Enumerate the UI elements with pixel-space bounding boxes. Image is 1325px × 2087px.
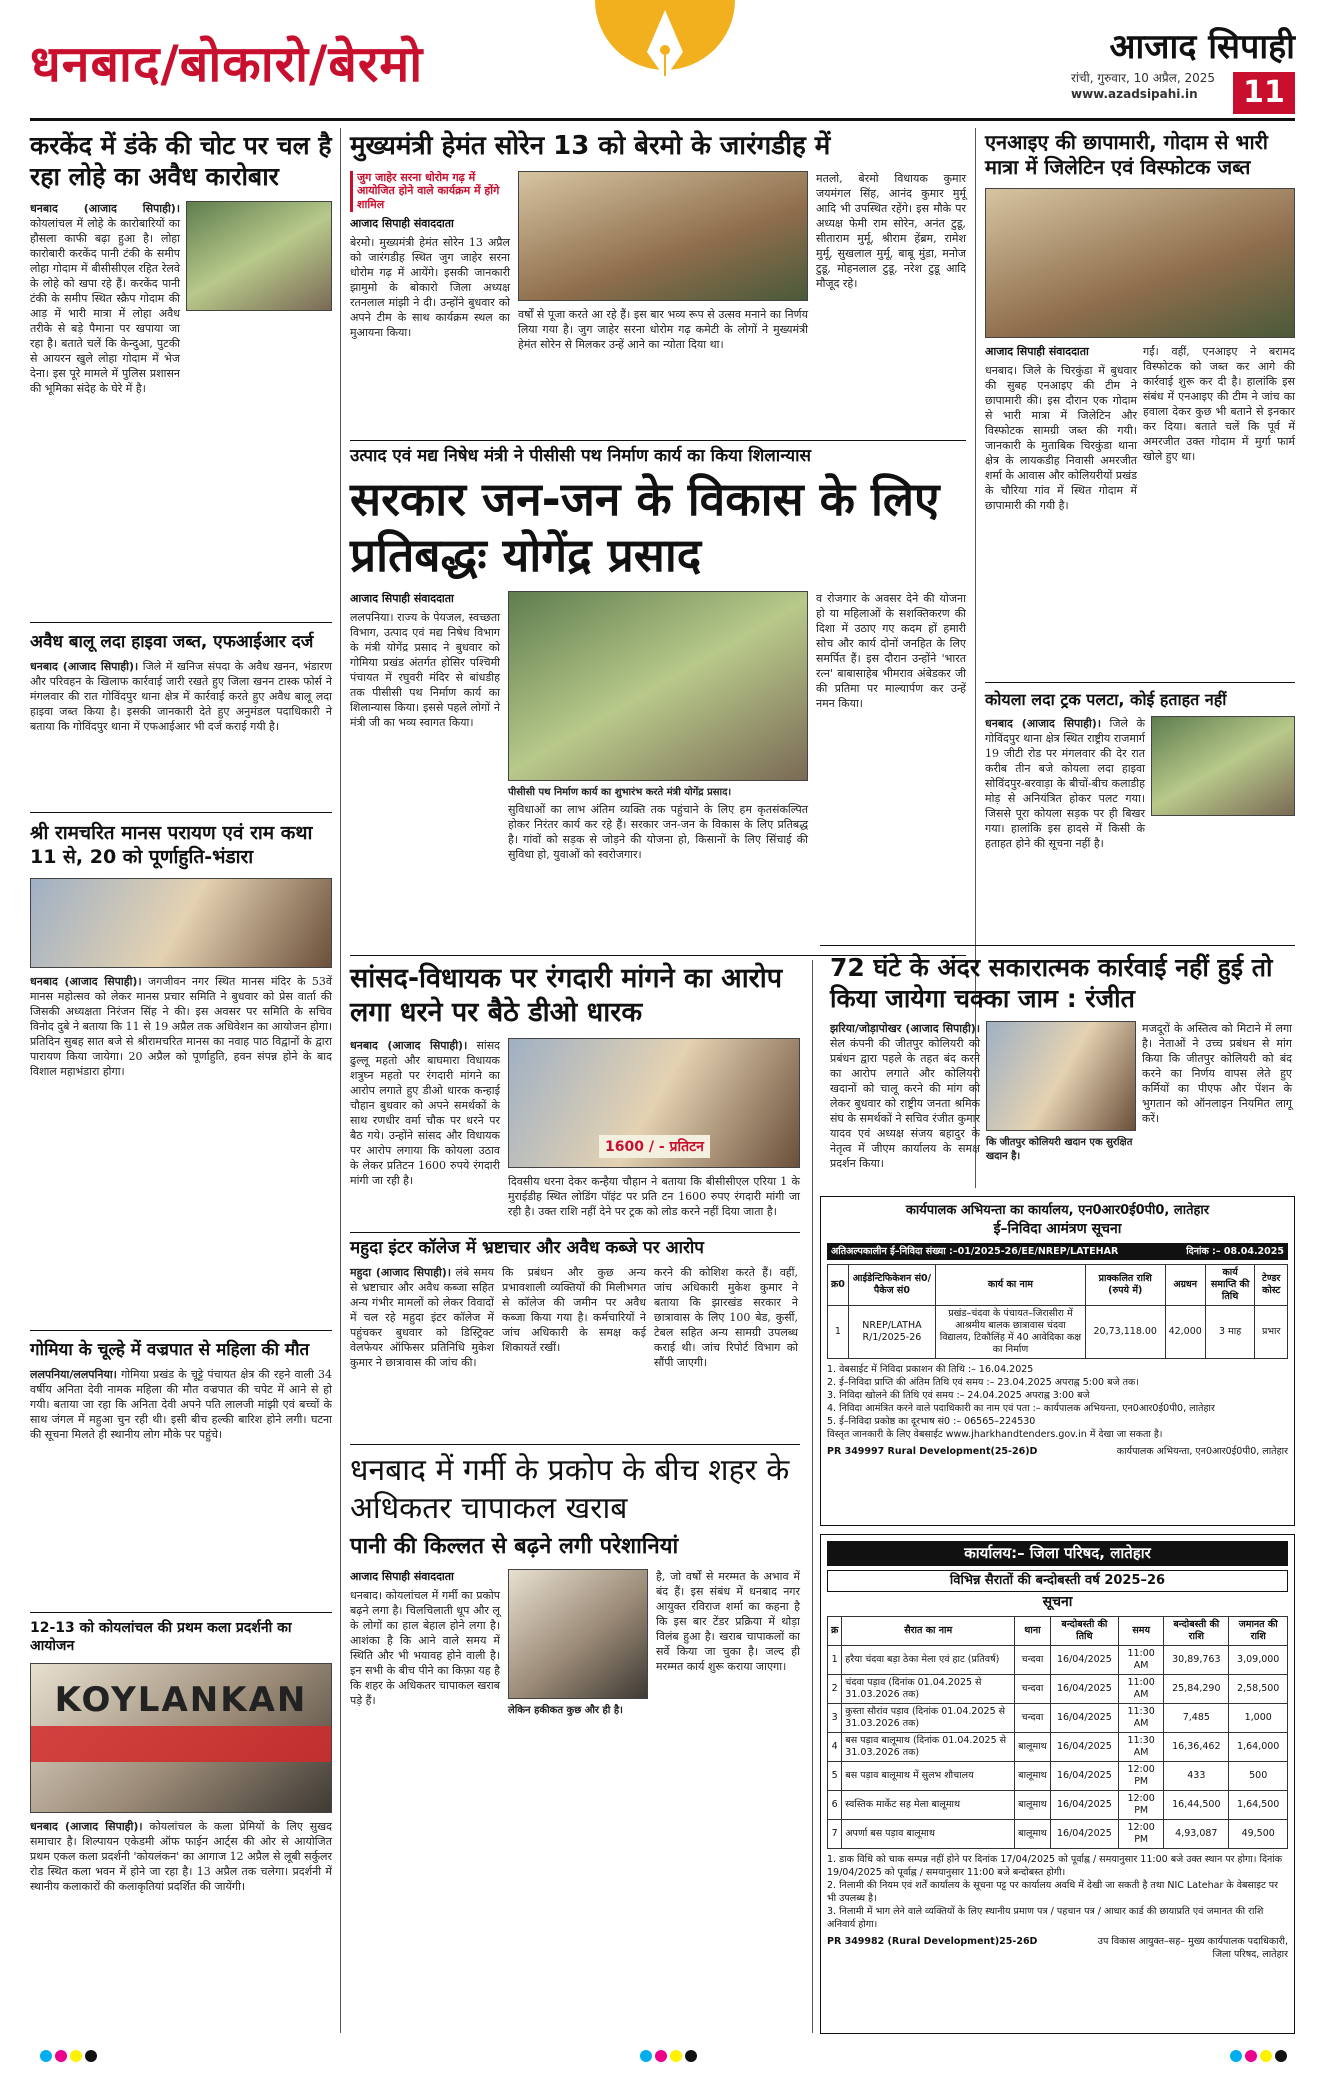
tender-signer: उप विकास आयुक्त–सह– मुख्य कार्यपालक पदाधिकारी, जिला परिषद, लातेहार xyxy=(1097,1935,1288,1960)
header-cell: समय xyxy=(1119,1616,1164,1645)
table-cell: 1,64,500 xyxy=(1229,1790,1288,1819)
byline: महुदा (आजाद सिपाही)। xyxy=(350,1266,452,1280)
story-ram-katha xyxy=(30,822,332,1079)
tender-note: 3. निविदा खोलने की तिथि एवं समय :– 24.04.2025 अपराह्न 3:00 बजे xyxy=(827,1389,1090,1401)
tender-note: 5. ई–निविदा प्रकोष्ठ का दूरभाष सं0 :– 06565–224530 xyxy=(827,1415,1036,1427)
kicker: उत्पाद एवं मद्य निषेध मंत्री ने पीसीसी पथ निर्माण कार्य का किया शिलान्यास xyxy=(350,446,811,466)
table-cell: चन्दवा xyxy=(1015,1703,1051,1732)
headline: 72 घंटे के अंदर सकारात्मक कार्रवाई नहीं हुई तो किया जायेगा चक्का जाम : रंजीत xyxy=(830,953,1273,1014)
table-cell: बालूमाथ xyxy=(1015,1790,1051,1819)
tender-note: 2. ई–निविदा प्राप्ति की अंतिम तिथि एवं समय :– 23.04.2025 अपराह्न 5:00 बजे तक। xyxy=(827,1376,1139,1388)
table-cell: 11:30 AM xyxy=(1119,1732,1164,1761)
byline: ललपनिया/ललपनिया। xyxy=(30,1368,117,1382)
tender-note: 3. निलामी में भाग लेने वाले व्यक्तियों के लिए स्थानीय प्रमाण पत्र / पहचान पत्र / आधार कार्ड की छायाप्रति एवं जमानत की राशि अनिवार्य होगा। xyxy=(827,1905,1264,1930)
tender-ref: अतिअल्पकालीन ई–निविदा संख्या :–01/2025-26/EE/NREP/LATEHAR xyxy=(831,1245,1119,1257)
story-rule xyxy=(30,1612,332,1613)
color-dot xyxy=(655,2050,667,2062)
headline: गोमिया के चूल्हे में वज्रपात से महिला की मौत xyxy=(30,1340,310,1360)
story-body: धनबाद। जिले के चिरकुंडा में बुधवार की सुबह एनआइए की टीम ने छापामारी की। इस दौरान एक गोदाम से भारी मात्रा में जिलेटिन और विस्फोटक सामग्री जब्त की गयी। जानकारी के मुताबिक चिरकुंडा थाना क्षेत्र के लायकडीह निवासी अमरजीत शर्मा के आवास और कोलियरीयों प्रखंड के चौरिया गांव में स्थित गोदाम में छापामारी की गयी है। xyxy=(985,364,1137,512)
photo-cm-team xyxy=(518,171,808,301)
byline: आजाद सिपाही संवाददाता xyxy=(350,1569,500,1584)
byline: धनबाद (आजाद सिपाही)। xyxy=(985,717,1101,730)
table-cell: स्वस्तिक मार्केट सह मेला बालूमाथ xyxy=(842,1790,1015,1819)
table-cell: 500 xyxy=(1229,1761,1288,1790)
byline: झरिया/जोड़ापोखर (आजाद सिपाही)। xyxy=(830,1021,980,1035)
story-body: मजदूरों के अस्तित्व को मिटाने में लगा है। नेताओं ने उच्च प्रबंधन से मांग किया कि जीतपुर कोलियरी को बंद करने का निर्णय वापस लेते हुए कर्मियों का पीएफ और पेंशन के भुगतान को ऑनलाइन नियमित लागू करें। xyxy=(1142,1021,1292,1125)
color-dot xyxy=(1275,2050,1287,2062)
table-cell: 16/04/2025 xyxy=(1050,1674,1118,1703)
tender-note: 1. वेबसाईट में निविदा प्रकाशन की तिथि :– 16.04.2025 xyxy=(827,1363,1034,1375)
tender-note: 4. निविदा आमंत्रित करने वाले पदाधिकारी का नाम एवं पता :– कार्यपालक अभियन्ता, एन0आर0ई0पी0, लातेहार xyxy=(827,1402,1215,1414)
table-cell: कुस्ता सौरांव पड़ाव (दिनांक 01.04.2025 से 31.03.2026 तक) xyxy=(842,1703,1015,1732)
table-cell: 16/04/2025 xyxy=(1050,1645,1118,1674)
story-body: लंबे समय से भ्रष्टाचार और अवैध कब्जा सहित अन्य गंभीर मामलों को लेकर विवादों में चल रहे महुदा इंटर कॉलेज में पहुंचकर बुधवार को डिस्ट्रिक्ट वेलफेयर ऑफिसर प्रतिनिधि मुकेश कुमार ने छात्रावास की जांच की। xyxy=(350,1266,494,1370)
story-nia-raid xyxy=(985,130,1295,513)
tender-office: कार्यपालक अभियन्ता का कार्यालय, एन0आर0ई0पी0, लातेहार xyxy=(905,1203,1210,1218)
tender-signer: कार्यपालक अभियन्ता, एन0आर0ई0पी0, लातेहार xyxy=(1116,1445,1288,1457)
byline: धनबाद (आजाद सिपाही)। xyxy=(30,201,180,215)
story-truck-overturn xyxy=(985,690,1295,851)
table-row xyxy=(828,1645,1288,1674)
table-cell: 12:00 PM xyxy=(1119,1761,1164,1790)
table-row xyxy=(828,1761,1288,1790)
photo-caption: लेकिन हकीकत कुछ और ही है। xyxy=(508,1704,623,1716)
story-body: जिले के गोविंदपुर थाना क्षेत्र स्थित राष्ट्रीय राजमार्ग 19 जीटी रोड पर मंगलवार की देर रात करीब तीन बजे कोयला लदा हाइवा सोविंदपुर-बरवाड़ा के बीचों-बीच कलाडीह मोड़ से अनियंत्रित होकर पलट गया। जिससे पूरा कोयला सड़क पर ही बिखर गया। हालांकि इस हादसे में किसी के हताहत होने की सूचना नहीं है। xyxy=(985,717,1145,850)
byline: धनबाद (आजाद सिपाही)। xyxy=(350,1038,468,1052)
table-cell: 12:00 PM xyxy=(1119,1819,1164,1848)
table-cell: 3 xyxy=(828,1703,842,1732)
table-cell: 7 xyxy=(828,1819,842,1848)
website-text: www.azadsipahi.in xyxy=(1070,87,1198,101)
story-body: गोमिया प्रखंड के चूट्टे पंचायत क्षेत्र की रहने वाली 34 वर्षीय अनिता देवी नामक महिला की मौत वज्रपात की चपेट में आने से हो गयी। बताया जा रहा कि अनिता देवी अपने पति लालजी मांझी एवं बच्चों के साथ जंगल में महुआ चुन रही थी। इसी बीच हल्की बारिश होने लगी। घटना की सूचना मिलते ही स्थानीय लोग मौके पर पहुंचे। xyxy=(30,1368,333,1442)
photo-iron-yard xyxy=(186,201,332,311)
byline: धनबाद (आजाद सिपाही)। xyxy=(30,660,139,674)
headline: 12-13 को कोयलांचल की प्रथम कला प्रदर्शनी का आयोजन xyxy=(30,1620,292,1654)
story-minister xyxy=(350,446,966,862)
header-cell: प्राक्कलित राशि (रुपये में) xyxy=(1085,1264,1165,1305)
photo-foundation-stone xyxy=(508,591,808,781)
story-body: सांसद ढुल्लू महतो और बाघमारा विधायक शत्रुघ्न महतो पर रंगदारी मांगने का आरोप लगाते हुए डीओ धारक कन्हाई चौहान बुधवार को अपने समर्थकों के साथ रणधीर वर्मा चौक पर धरने पर बैठ गये। उन्होंने सांसद और विधायक पर आरोप लगाया कि कोयला उठाव के लेकर प्रतिटन 1600 रुपये रंगदारी मांगी जा रही है। xyxy=(350,1038,501,1187)
story-body: दिवसीय धरना देकर कन्हैया चौहान ने बताया कि बीसीसीएल एरिया 1 के मुराईडीह स्थित लोडिंग पॉइंट पर प्रति टन 1600 रुपए रंगदारी मांगी जा रही है। उक्त राशि नहीं देने पर ट्रक को लोड करने नहीं दिया जाता है। xyxy=(508,1174,800,1218)
headline: सरकार जन-जन के विकास के लिए प्रतिबद्धः योगेंद्र प्रसाद xyxy=(350,472,940,583)
table-cell: बालूमाथ xyxy=(1015,1732,1051,1761)
headline: मुख्यमंत्री हेमंत सोरेन 13 को बेरमो के जारंगडीह में xyxy=(350,131,831,161)
story-jeetpur xyxy=(830,952,1295,1171)
table-cell: 433 xyxy=(1164,1761,1229,1790)
color-dot xyxy=(670,2050,682,2062)
photo-protest xyxy=(508,1038,800,1168)
story-cm-visit xyxy=(350,130,966,352)
table-cell: 1 xyxy=(828,1645,842,1674)
table-cell: 49,500 xyxy=(1229,1819,1288,1848)
story-body: है, जो वर्षों से मरम्मत के अभाव में बंद हैं। इस संबंध में धनबाद नगर आयुक्त रविराज शर्मा का कहना है कि इस बार टेंडर प्रक्रिया में थोड़ा विलंब हुआ है। खराब चापाकलों का सर्वे किया जा चुका है। जल्द ही मरम्मत कार्य शुरू कराया जाएगा। xyxy=(656,1569,800,1673)
section-title: धनबाद/बोकारो/बेरमो xyxy=(30,35,424,93)
story-body: करने की कोशिश करते हैं। वहीं, जांच अधिकारी मुकेश कुमार ने बताया कि झारखंड सरकार ने छात्रावास के लिए 100 बेड, कुर्सी, टेबल सहित अन्य सामग्री उपलब्ध कराई थी। जांच रिपोर्ट विभाग को सौंपी जाएगी। xyxy=(654,1266,798,1370)
photo-jeetpur-protest xyxy=(986,1021,1136,1131)
table-cell: चन्दवा xyxy=(1015,1645,1051,1674)
table-cell: 16/04/2025 xyxy=(1050,1761,1118,1790)
table-cell: प्रखंड–चंदवा के पंचायत–जिरासीरा में आश्रमीय बालक छात्रावास चंदवा विद्यालय, टिकौलिंह में 40 आवेदिका कक्ष का निर्माण xyxy=(935,1305,1085,1358)
byline: आजाद सिपाही संवाददाता xyxy=(985,344,1137,359)
story-handpumps xyxy=(350,1452,800,1716)
story-mahuda-college xyxy=(350,1238,800,1370)
story-rule xyxy=(820,945,1295,946)
story-body: गईं। वहीं, एनआइए ने बरामद विस्फोटक को जब्त कर आगे की कार्रवाई शुरू कर दी है। हालांकि इस संबंध में एनआइए की टीम ने जांच का हवाला देकर कुछ भी बताने से इनकार कर दिया। बताते चलें कि पूर्व में अमरजीत उक्त गोदाम में मुर्गा फार्म खोले हुए था। xyxy=(1143,345,1295,463)
header-cell: बन्दोबस्ती की तिथि xyxy=(1050,1616,1118,1645)
story-body: व रोजगार के अवसर देने की योजना हो या महिलाओं के सशक्तिकरण की दिशा में उठाए गए कदम हों हमारी सोच और कार्य दोनों जनहित के लिए समर्पित हैं। इस दौरान उन्होंने 'भारत रत्न' बाबासाहेब भीमराव अंबेडकर जी की प्रतिमा पर माल्यार्पण कर उन्हें नमन किया। xyxy=(816,592,966,711)
table-cell: अपर्णा बस पड़ाव बालूमाथ xyxy=(842,1819,1015,1848)
registration-marks-center xyxy=(640,2050,697,2062)
color-dot xyxy=(1260,2050,1272,2062)
story-body: कि प्रबंधन और कुछ अन्य प्रभावशाली व्यक्तियों की मिलीभगत से कॉलेज की जमीन पर अवैध कब्जा किया गया है। कर्मचारियों ने जांच अधिकारी के समक्ष कई शिकायतें रखीं। xyxy=(502,1266,646,1355)
tender-note: 1. डाक विधि को चाक सम्पन्न नहीं होने पर दिनांक 17/04/2025 को पूर्वाह्न / समयानुसार 11:00 बजे उक्त स्थान पर होगा। दिनांक 19/04/2025 को पूर्वाह्न / समयानुसार 11:00 बजे बन्दोबस्त होगी। xyxy=(827,1853,1283,1878)
table-cell: बालूमाथ xyxy=(1015,1761,1051,1790)
byline: आजाद सिपाही संवाददाता xyxy=(350,216,510,231)
color-dot xyxy=(70,2050,82,2062)
table-cell: बस पड़ाव बालूमाथ में सुलभ शौचालय xyxy=(842,1761,1015,1790)
table-cell: 4,93,087 xyxy=(1164,1819,1229,1848)
headline: कोयला लदा ट्रक पलटा, कोई हताहत नहीं xyxy=(985,690,1227,709)
table-header-row xyxy=(828,1616,1288,1645)
tender-notice-zila-parishad xyxy=(820,1534,1295,2034)
table-cell: 20,73,118.00 xyxy=(1085,1305,1165,1358)
date-text: रांची, गुरुवार, 10 अप्रैल, 2025 xyxy=(1070,71,1215,85)
table-cell: हरैया चंदवा बड़ा ठेका मेला एवं हाट (प्रतिवर्ष) xyxy=(842,1645,1015,1674)
byline: आजाद सिपाही संवाददाता xyxy=(350,591,500,606)
tender-subtitle: सूचना xyxy=(1042,1594,1073,1610)
color-dot xyxy=(685,2050,697,2062)
pen-nib-icon xyxy=(585,0,745,118)
table-row xyxy=(828,1703,1288,1732)
tender-notice-nrep xyxy=(820,1196,1295,1526)
table-cell: प्रभार xyxy=(1255,1305,1288,1358)
story-body: ललपनिया। राज्य के पेयजल, स्वच्छता विभाग, उत्पाद एवं मद्य निषेध विभाग के मंत्री योगेंद्र प्रसाद ने बुधवार को गोमिया प्रखंड अंतर्गत होसिर पश्चिमी पंचायत में रघुवरी मंदिर से बांधडीह तक पीसीसी पथ निर्माण कार्य का शिलान्यास किया। इससे पहले लोगों ने मंत्री जी का भव्य स्वागत किया। xyxy=(350,611,500,730)
tender-office: कार्यालय:– जिला परिषद, लातेहार xyxy=(827,1541,1288,1566)
banner-stripe xyxy=(31,1726,331,1762)
masthead-rule xyxy=(30,118,1295,121)
table-cell: 16,44,500 xyxy=(1164,1790,1229,1819)
story-body: धनबाद। कोयलांचल में गर्मी का प्रकोप बढ़ने लगा है। चिलचिलाती धूप और लू के लोगों का हाल बेहाल होने लगा है। आशंका है कि आने वाले समय में स्थिति और भी भयावह होने वाली है। इन सभी के बीच पीने का किफ़ा यह है कि शहर के अधिकतर चापाकल खराब पड़े हैं। xyxy=(350,1588,500,1707)
paper-logo: आजाद सिपाही xyxy=(1109,27,1295,67)
table-row xyxy=(828,1790,1288,1819)
table-cell: 7,485 xyxy=(1164,1703,1229,1732)
table-cell: 12:00 PM xyxy=(1119,1790,1164,1819)
pr-number: PR 349997 Rural Development(25-26)D xyxy=(827,1445,1038,1457)
table-cell: 1 xyxy=(828,1305,849,1358)
table-cell: 3 माह xyxy=(1205,1305,1255,1358)
table-cell: 6 xyxy=(828,1790,842,1819)
photo-exhibition-banner xyxy=(30,1663,332,1813)
tender-title: ई–निविदा आमंत्रण सूचना xyxy=(993,1221,1122,1238)
story-rule xyxy=(350,1444,800,1445)
story-body: जिले में खनिज संपदा के अवैध खनन, भंडारण और परिवहन के खिलाफ कार्रवाई जारी रखते हुए जिला खनन टास्क फोर्स ने मंगलवार की रात गोविंदपुर थाना क्षेत्र में कार्रवाई करते हुए अवैध बालू लदा हाइवा जब्त किया है। इसकी जानकारी देते हुए अनुमंडल पदाधिकारी ने बताया कि गोविंदपुर थाना में एफआईआर भी दर्ज कराई गयी है। xyxy=(30,660,332,734)
table-cell: 5 xyxy=(828,1761,842,1790)
table-row xyxy=(828,1674,1288,1703)
byline: धनबाद (आजाद सिपाही)। xyxy=(30,1820,143,1833)
photo-overturned-truck xyxy=(1151,716,1295,816)
table-cell: चंदवा पड़ाव (दिनांक 01.04.2025 से 31.03.2026 तक) xyxy=(842,1674,1015,1703)
story-iron-trade xyxy=(30,130,332,396)
table-cell: 3,09,000 xyxy=(1229,1645,1288,1674)
story-art-exhibition xyxy=(30,1620,332,1894)
story-rule xyxy=(30,812,332,813)
tender-date: दिनांक :– 08.04.2025 xyxy=(1186,1245,1284,1257)
headline: श्री रामचरित मानस परायण एवं राम कथा 11 से, 20 को पूर्णाहुति-भंडारा xyxy=(30,822,313,868)
story-body: कोयलांचल में लोहे के कारोबारियों का हौसला काफी बढ़ा हुआ है। लोहा कारोबारी करकेंद पानी टंकी के समीप लोहा गोदाम में बीसीसीएल रहित रेलवे के लोहे को खपा रहे हैं। करकेंद पानी टंकी के समीप स्थित स्क्रैप गोदाम की आड़ में भारी मात्रा में लोहा अवैध तरीके से बड़े पैमाना पर खपाया जा रहा है। बताते चलें कि केन्दुआ, पुटकी से आयरन खुले लोहा गोदाम में भेज देना। इस पूरे मामले में पुलिस प्रशासन की भूमिका संदेह के घेरे में है। xyxy=(30,216,180,395)
color-dot xyxy=(640,2050,652,2062)
table-cell: 25,84,290 xyxy=(1164,1674,1229,1703)
story-body: बेरमो। मुख्यमंत्री हेमंत सोरेन 13 अप्रैल को जारंगडीह स्थित जुग जाहेर सरना धोरोम गढ़ में आयेंगे। इसकी जानकारी झामुमो के बोकारो जिला अध्यक्ष रतनलाल मांझी ने दी। उन्होंने बुधवार को अपने टीम के साथ कार्यक्रम स्थल का मुआयना किया। xyxy=(350,235,510,339)
header-cell: क्र0 xyxy=(828,1264,849,1305)
header-cell: अग्रधन xyxy=(1165,1264,1205,1305)
banner-text: KOYLANKAN xyxy=(54,1680,308,1720)
kicker: जुग जाहेर सरना धोरोम गढ़ में आयोजित होने वाले कार्यक्रम में होंगे शामिल xyxy=(350,171,510,212)
registration-marks-right xyxy=(1230,2050,1287,2062)
headline: एनआइए की छापामारी, गोदाम से भारी मात्रा में जिलेटिन एवं विस्फोटक जब्त xyxy=(985,130,1268,179)
header-cell: कार्य समाप्ति की तिथि xyxy=(1205,1264,1255,1305)
table-cell: 16/04/2025 xyxy=(1050,1703,1118,1732)
color-dot xyxy=(85,2050,97,2062)
headline: सांसद-विधायक पर रंगदारी मांगने का आरोप लगा धरने पर बैठे डीओ धारक xyxy=(350,963,783,1028)
header-cell: थाना xyxy=(1015,1616,1051,1645)
headline: अवैध बालू लदा हाइवा जब्त, एफआईआर दर्ज xyxy=(30,632,314,652)
registration-marks-left xyxy=(40,2050,97,2062)
tender-note: 2. निलामी की नियम एवं शर्तें कार्यालय के सूचना पट्ट पर कार्यालय अवधि में देखी जा सकती है तथा NIC Latehar के वेबसाइट पर भी उपलब्ध है। xyxy=(827,1879,1279,1904)
color-dot xyxy=(40,2050,52,2062)
table-cell: 16/04/2025 xyxy=(1050,1790,1118,1819)
protest-banner: 1600 / - प्रतिटन xyxy=(599,1135,710,1158)
tender-footer-note: विस्तृत जानकारी के लिए वेबसाईट www.jharkhandtenders.gov.in में देखा जा सकता है। xyxy=(827,1428,1163,1440)
story-rule xyxy=(30,1330,332,1331)
table-row xyxy=(828,1732,1288,1761)
column-divider xyxy=(340,128,341,2033)
masthead xyxy=(0,0,1325,118)
table-cell: 30,89,763 xyxy=(1164,1645,1229,1674)
header-cell: टेण्डर कोस्ट xyxy=(1255,1264,1288,1305)
headline: धनबाद में गर्मी के प्रकोप के बीच शहर के अधिकतर चापाकल खराब xyxy=(350,1453,790,1526)
story-lightning xyxy=(30,1340,332,1442)
table-cell: 16/04/2025 xyxy=(1050,1819,1118,1848)
story-rule xyxy=(985,682,1295,683)
header-cell: जमानत की राशि xyxy=(1229,1616,1288,1645)
tender-table xyxy=(827,1264,1288,1359)
table-cell: 4 xyxy=(828,1732,842,1761)
table-row xyxy=(828,1819,1288,1848)
table-header-row xyxy=(828,1264,1288,1305)
table-cell: NREP/LATHA R/1/2025-26 xyxy=(848,1305,935,1358)
auction-table xyxy=(827,1616,1288,1849)
story-body: कोयलांचल के कला प्रेमियों के लिए सुखद समाचार है। शिल्पायन एकेडमी ऑफ फाईन आर्ट्स की ओर से आयोजित प्रथम एकल कला प्रदर्शनी 'कोयलंकन' का आगाज 12 अप्रैल से लूबी सर्कुलर रोड स्थित कला भवन में होने जा रहा है। 13 अप्रैल तक चलेगा। प्रदर्शनी में स्थानीय कलाकारों की कलाकृतियां प्रदर्शित की जायेंगी। xyxy=(30,1820,333,1893)
table-cell: 42,000 xyxy=(1165,1305,1205,1358)
header-cell: कार्य का नाम xyxy=(935,1264,1085,1305)
pr-number: PR 349982 (Rural Development)25-26D xyxy=(827,1935,1038,1947)
story-rule xyxy=(350,440,966,441)
date-line xyxy=(1071,70,1215,102)
page-number: 11 xyxy=(1233,72,1295,114)
table-cell: 11:30 AM xyxy=(1119,1703,1164,1732)
table-row xyxy=(828,1305,1288,1358)
story-rule xyxy=(350,1232,800,1233)
table-cell: 2,58,500 xyxy=(1229,1674,1288,1703)
header-cell: बन्दोबस्ती की राशि xyxy=(1164,1616,1229,1645)
photo-caption: पीसीसी पथ निर्माण कार्य का शुभारंभ करते मंत्री योगेंद्र प्रसाद। xyxy=(508,787,732,799)
table-cell: 2 xyxy=(828,1674,842,1703)
table-cell: 16,36,462 xyxy=(1164,1732,1229,1761)
story-rule xyxy=(30,622,332,623)
table-cell: बस पड़ाव बालूमाथ (दिनांक 01.04.2025 से 31.03.2026 तक) xyxy=(842,1732,1015,1761)
color-dot xyxy=(1230,2050,1242,2062)
photo-handpump xyxy=(508,1569,648,1699)
story-body: वर्षों से पूजा करते आ रहे हैं। इस बार भव्य रूप से उत्सव मनाने का निर्णय लिया गया है। जुग जाहेर सरना धोरोम गढ़ कमेटी के लोगों ने मुख्यमंत्री हेमंत सोरेन से मिलकर उन्हें आने का न्योता दिया था। xyxy=(518,307,808,351)
color-dot xyxy=(1245,2050,1257,2062)
color-dot xyxy=(55,2050,67,2062)
tender-title: विभिन्न सैरातों की बन्दोबस्ती वर्ष 2025–26 xyxy=(827,1570,1288,1592)
table-cell: चन्दवा xyxy=(1015,1674,1051,1703)
table-cell: 11:00 AM xyxy=(1119,1674,1164,1703)
story-body: सुविधाओं का लाभ अंतिम व्यक्ति तक पहुंचाने के लिए हम कृतसंकल्पित होकर निरंतर कार्य कर रहे हैं। सरकार जन-जन के विकास के लिए प्रतिबद्ध है। गांवों को सड़क से जोड़ने की योजना हो, किसानों के लिए सिंचाई की सुविधा हो, युवाओं को स्वरोजगार। xyxy=(508,803,808,862)
photo-press-conference xyxy=(30,878,332,968)
auction-table-body xyxy=(828,1645,1288,1848)
table-cell: 1,000 xyxy=(1229,1703,1288,1732)
story-sand-truck xyxy=(30,632,332,734)
table-cell: 1,64,000 xyxy=(1229,1732,1288,1761)
story-extortion xyxy=(350,962,800,1219)
story-body: सेल कंपनी की जीतपुर कोलियरी को प्रबंधन द्वारा पहले के तहत बंद करने का आरोप लगाते और कोलियरी खदानों को चालू करने की मांग को लेकर बुधवार को राष्ट्रीय जनता श्रमिक संघ के समर्थकों ने सचिव रंजीत कुमार यादव एवं अध्यक्ष संजय बहादुर के नेतृत्व में जीएम कार्यालय के समक्ष प्रदर्शन किया। xyxy=(830,1036,980,1170)
story-body: जगजीवन नगर स्थित मानस मंदिर के 53वें मानस महोत्सव को लेकर मानस प्रचार समिति ने बुधवार को प्रेस वार्ता की जिसकी अध्यक्षता निरंजन सिंह ने की। इस अवसर पर समिति के सचिव विनोद दुबे ने बताया कि 11 से 19 अप्रैल तक अधिवेशन का आयोजन होगा। प्रतिदिन सुबह सात बजे से श्रीरामचरित मानस का नवाह पाठ विद्वानों के द्वारा पारायण किया जायेगा। 20 अप्रैल को पूर्णाहुति, हवन संपन्न होने के बाद विशाल महाभंडारा होगा। xyxy=(30,974,332,1078)
headline: महुदा इंटर कॉलेज में भ्रष्टाचार और अवैध कब्जे पर आरोप xyxy=(350,1238,704,1258)
byline: धनबाद (आजाद सिपाही)। xyxy=(30,974,142,988)
header-cell: क्र xyxy=(828,1616,842,1645)
table-cell: 11:00 AM xyxy=(1119,1645,1164,1674)
column-divider xyxy=(812,960,813,2033)
photo-nia-raid xyxy=(985,188,1295,338)
table-cell: 16/04/2025 xyxy=(1050,1732,1118,1761)
story-body: मतलो, बेरमो विधायक कुमार जयमंगल सिंह, आनंद कुमार मुर्मू आदि भी उपस्थित रहेंगे। इस मौके पर अध्यक्ष फेमी राम सोरेन, अनंत टुडू, सीताराम मुर्मू, श्रीराम हेंब्रम, रामेश मुर्मू, सुखलाल मुर्मू, बाबू मुंडा, मनोज टुडू, मोहनलाल टुडू, नरेश टुडू आदि मौजूद रहे। xyxy=(816,171,966,290)
table-cell: बालूमाथ xyxy=(1015,1819,1051,1848)
subhead: पानी की किल्लत से बढ़ने लगी परेशानियां xyxy=(350,1534,679,1559)
header-cell: सैरात का नाम xyxy=(842,1616,1015,1645)
header-cell: आईडेन्टिफिकेशन सं0/ पैकेज सं0 xyxy=(848,1264,935,1305)
headline: करकेंद में डंके की चोट पर चल है रहा लोहे का अवैध कारोबार xyxy=(30,131,332,192)
photo-caption: कि जीतपुर कोलियरी खदान एक सुरक्षित खदान है। xyxy=(986,1136,1133,1162)
